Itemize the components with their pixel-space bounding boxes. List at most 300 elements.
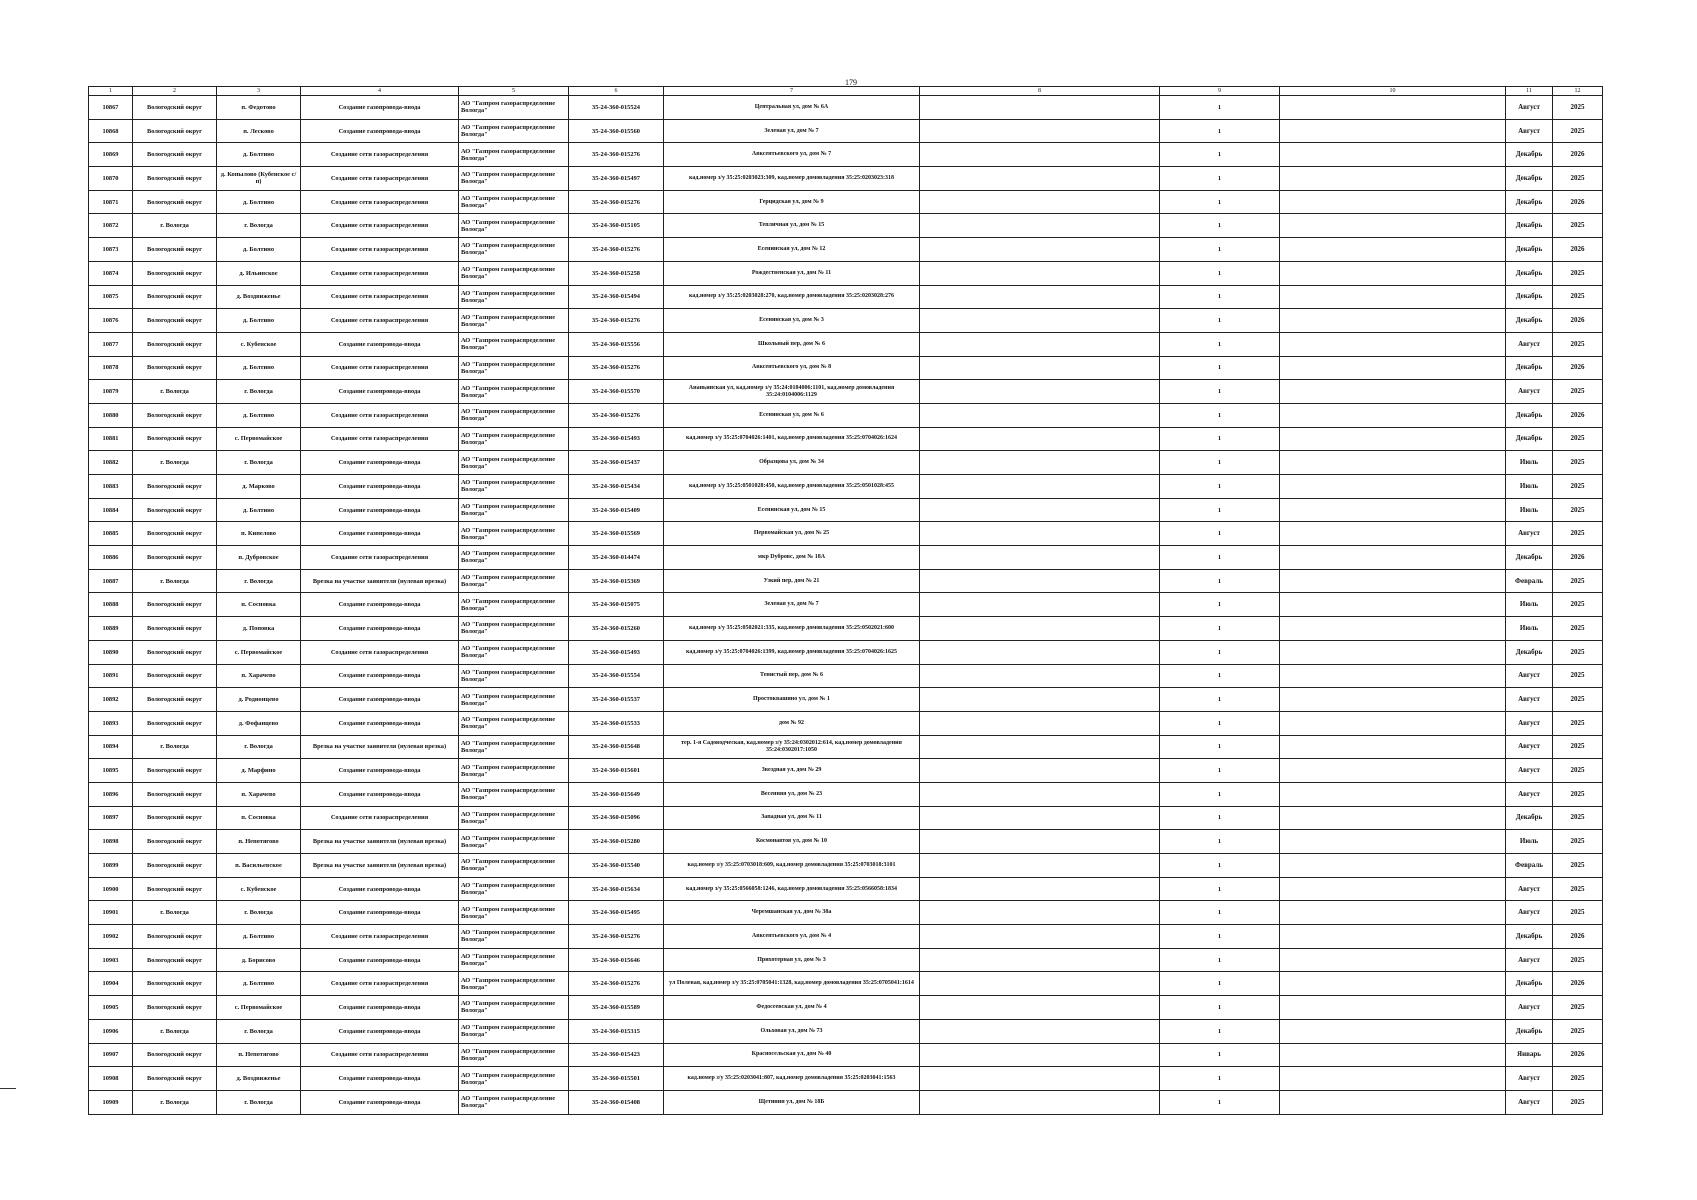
column-number: 6 — [569, 87, 664, 96]
quantity-cell: 1 — [1160, 522, 1280, 546]
district-cell: г. Вологда — [133, 735, 217, 759]
address-cell: Западная ул, дом № 11 — [664, 806, 920, 830]
locality-cell: д. Воздвиженье — [217, 285, 301, 309]
table-row — [89, 1067, 1603, 1091]
row-number: 10878 — [89, 356, 133, 380]
blank-cell — [1280, 972, 1506, 996]
quantity-cell: 1 — [1160, 830, 1280, 854]
table-row — [89, 285, 1603, 309]
object-code-cell: 35-24-360-015494 — [569, 285, 664, 309]
blank-cell — [920, 806, 1160, 830]
month-cell: Август — [1506, 688, 1553, 712]
blank-cell — [920, 688, 1160, 712]
blank-cell — [1280, 664, 1506, 688]
object-code-cell: 35-24-360-015646 — [569, 948, 664, 972]
quantity-cell: 1 — [1160, 688, 1280, 712]
row-number: 10888 — [89, 593, 133, 617]
organization-cell: АО "Газпром газораспределение Вологда" — [459, 877, 569, 901]
district-cell: Вологодский округ — [133, 475, 217, 499]
organization-cell: АО "Газпром газораспределение Вологда" — [459, 190, 569, 214]
year-cell: 2025 — [1553, 214, 1603, 238]
blank-cell — [1280, 403, 1506, 427]
column-number: 12 — [1553, 87, 1603, 96]
district-cell: Вологодский округ — [133, 617, 217, 641]
blank-cell — [920, 451, 1160, 475]
blank-cell — [1280, 877, 1506, 901]
work-type-cell: Создание газопровода-ввода — [301, 1019, 459, 1043]
row-number: 10869 — [89, 143, 133, 167]
district-cell: Вологодский округ — [133, 96, 217, 120]
object-code-cell: 35-24-360-015495 — [569, 901, 664, 925]
district-cell: Вологодский округ — [133, 972, 217, 996]
row-number: 10892 — [89, 688, 133, 712]
address-cell: Федосеевская ул, дом № 4 — [664, 996, 920, 1020]
month-cell: Июль — [1506, 617, 1553, 641]
object-code-cell: 35-24-360-015315 — [569, 1019, 664, 1043]
blank-cell — [920, 735, 1160, 759]
month-cell: Февраль — [1506, 854, 1553, 878]
work-type-cell: Создание сети газораспределения — [301, 190, 459, 214]
year-cell: 2025 — [1553, 261, 1603, 285]
month-cell: Декабрь — [1506, 806, 1553, 830]
locality-cell: п. Васильевское — [217, 854, 301, 878]
address-cell: Герцидская ул, дом № 9 — [664, 190, 920, 214]
year-cell: 2026 — [1553, 190, 1603, 214]
month-cell: Июль — [1506, 498, 1553, 522]
organization-cell: АО "Газпром газораспределение Вологда" — [459, 996, 569, 1020]
object-code-cell: 35-24-360-015260 — [569, 617, 664, 641]
object-code-cell: 35-24-360-015570 — [569, 380, 664, 404]
address-cell: тер. 1-я Садоводческая, кад.номер з/у 35:24:0302012:614, кад.номер домовладения 35:24:0302017:1050 — [664, 735, 920, 759]
row-number: 10902 — [89, 925, 133, 949]
work-type-cell: Создание сети газораспределения — [301, 427, 459, 451]
object-code-cell: 35-24-360-015649 — [569, 782, 664, 806]
organization-cell: АО "Газпром газораспределение Вологда" — [459, 214, 569, 238]
table-row — [89, 688, 1603, 712]
blank-cell — [1280, 1019, 1506, 1043]
table-row — [89, 238, 1603, 262]
blank-cell — [1280, 427, 1506, 451]
month-cell: Декабрь — [1506, 238, 1553, 262]
blank-cell — [920, 759, 1160, 783]
table-row — [89, 214, 1603, 238]
table-row — [89, 948, 1603, 972]
work-type-cell: Создание газопровода-ввода — [301, 96, 459, 120]
row-number: 10900 — [89, 877, 133, 901]
address-cell: ул Полевая, кад.номер з/у 35:25:0705041:1328, кад.номер домовладения 35:25:0705041:1614 — [664, 972, 920, 996]
organization-cell: АО "Газпром газораспределение Вологда" — [459, 854, 569, 878]
year-cell: 2025 — [1553, 854, 1603, 878]
year-cell: 2026 — [1553, 1043, 1603, 1067]
row-number: 10893 — [89, 711, 133, 735]
locality-cell: п. Федотово — [217, 96, 301, 120]
work-type-cell: Создание сети газораспределения — [301, 1043, 459, 1067]
quantity-cell: 1 — [1160, 854, 1280, 878]
blank-cell — [1280, 214, 1506, 238]
blank-cell — [1280, 522, 1506, 546]
month-cell: Декабрь — [1506, 640, 1553, 664]
month-cell: Декабрь — [1506, 356, 1553, 380]
quantity-cell: 1 — [1160, 877, 1280, 901]
district-cell: Вологодский округ — [133, 238, 217, 262]
address-cell: Зеленая ул, дом № 7 — [664, 119, 920, 143]
blank-cell — [920, 309, 1160, 333]
blank-cell — [920, 925, 1160, 949]
blank-cell — [1280, 759, 1506, 783]
object-code-cell: 35-24-360-015276 — [569, 972, 664, 996]
locality-cell: д. Ильинское — [217, 261, 301, 285]
row-number: 10873 — [89, 238, 133, 262]
object-code-cell: 35-24-360-015533 — [569, 711, 664, 735]
blank-cell — [1280, 261, 1506, 285]
work-type-cell: Создание газопровода-ввода — [301, 380, 459, 404]
quantity-cell: 1 — [1160, 1090, 1280, 1114]
month-cell: Декабрь — [1506, 427, 1553, 451]
organization-cell: АО "Газпром газораспределение Вологда" — [459, 427, 569, 451]
table-row — [89, 427, 1603, 451]
locality-cell: п. Лесково — [217, 119, 301, 143]
locality-cell: д. Копылово (Кубенское с/п) — [217, 167, 301, 191]
district-cell: г. Вологда — [133, 1090, 217, 1114]
year-cell: 2026 — [1553, 972, 1603, 996]
object-code-cell: 35-24-360-015276 — [569, 403, 664, 427]
quantity-cell: 1 — [1160, 475, 1280, 499]
organization-cell: АО "Газпром газораспределение Вологда" — [459, 546, 569, 570]
work-type-cell: Создание газопровода-ввода — [301, 664, 459, 688]
year-cell: 2025 — [1553, 522, 1603, 546]
blank-cell — [1280, 830, 1506, 854]
year-cell: 2025 — [1553, 664, 1603, 688]
blank-cell — [1280, 854, 1506, 878]
locality-cell: д. Болтино — [217, 309, 301, 333]
month-cell: Январь — [1506, 1043, 1553, 1067]
district-cell: г. Вологда — [133, 901, 217, 925]
column-number: 3 — [217, 87, 301, 96]
blank-cell — [920, 380, 1160, 404]
row-number: 10885 — [89, 522, 133, 546]
locality-cell: д. Марково — [217, 475, 301, 499]
row-number: 10903 — [89, 948, 133, 972]
locality-cell: г. Вологда — [217, 380, 301, 404]
table-row — [89, 617, 1603, 641]
object-code-cell: 35-24-360-015437 — [569, 451, 664, 475]
work-type-cell: Создание газопровода-ввода — [301, 901, 459, 925]
quantity-cell: 1 — [1160, 1019, 1280, 1043]
blank-cell — [1280, 948, 1506, 972]
table-row — [89, 261, 1603, 285]
row-number: 10874 — [89, 261, 133, 285]
address-cell: Простоквашино ул, дом № 1 — [664, 688, 920, 712]
locality-cell: д. Марфино — [217, 759, 301, 783]
object-code-cell: 35-24-360-015276 — [569, 309, 664, 333]
blank-cell — [1280, 569, 1506, 593]
row-number: 10875 — [89, 285, 133, 309]
work-type-cell: Создание газопровода-ввода — [301, 451, 459, 475]
address-cell: Красносельская ул, дом № 40 — [664, 1043, 920, 1067]
blank-cell — [920, 830, 1160, 854]
blank-cell — [1280, 806, 1506, 830]
column-number-row — [89, 87, 1603, 96]
table-row — [89, 830, 1603, 854]
object-code-cell: 35-24-360-015493 — [569, 427, 664, 451]
table-row — [89, 901, 1603, 925]
locality-cell: д. Болтино — [217, 143, 301, 167]
locality-cell: г. Вологда — [217, 214, 301, 238]
page-number: 179 — [845, 78, 857, 87]
organization-cell: АО "Газпром газораспределение Вологда" — [459, 711, 569, 735]
work-type-cell: Создание газопровода-ввода — [301, 948, 459, 972]
object-code-cell: 35-24-360-015634 — [569, 877, 664, 901]
row-number: 10877 — [89, 332, 133, 356]
locality-cell: п. Харачево — [217, 782, 301, 806]
month-cell: Декабрь — [1506, 546, 1553, 570]
blank-cell — [1280, 996, 1506, 1020]
blank-cell — [920, 546, 1160, 570]
month-cell: Август — [1506, 522, 1553, 546]
address-cell: Есенинская ул, дом № 12 — [664, 238, 920, 262]
district-cell: г. Вологда — [133, 569, 217, 593]
locality-cell: с. Кубенское — [217, 877, 301, 901]
blank-cell — [920, 877, 1160, 901]
object-code-cell: 35-24-360-015276 — [569, 356, 664, 380]
address-cell: Центральная ул, дом № 6А — [664, 96, 920, 120]
address-cell: Первомайская ул, дом № 25 — [664, 522, 920, 546]
organization-cell: АО "Газпром газораспределение Вологда" — [459, 332, 569, 356]
object-code-cell: 35-24-360-015369 — [569, 569, 664, 593]
month-cell: Август — [1506, 96, 1553, 120]
district-cell: Вологодский округ — [133, 806, 217, 830]
margin-mark — [0, 1088, 16, 1089]
year-cell: 2025 — [1553, 901, 1603, 925]
locality-cell: д. Воздвиженье — [217, 1067, 301, 1091]
object-code-cell: 35-24-360-015423 — [569, 1043, 664, 1067]
district-cell: Вологодский округ — [133, 498, 217, 522]
work-type-cell: Врезка на участке заявителя (нулевая врезка) — [301, 569, 459, 593]
row-number: 10876 — [89, 309, 133, 333]
object-code-cell: 35-24-360-015648 — [569, 735, 664, 759]
blank-cell — [1280, 190, 1506, 214]
district-cell: Вологодский округ — [133, 190, 217, 214]
object-code-cell: 35-24-360-015569 — [569, 522, 664, 546]
table-row — [89, 1019, 1603, 1043]
address-cell: кад.номер з/у 35:25:0501028:450, кад.номер домовладения 35:25:0501028:455 — [664, 475, 920, 499]
work-type-cell: Создание газопровода-ввода — [301, 119, 459, 143]
locality-cell: с. Первомайское — [217, 427, 301, 451]
blank-cell — [920, 261, 1160, 285]
blank-cell — [920, 854, 1160, 878]
blank-cell — [1280, 167, 1506, 191]
locality-cell: г. Вологда — [217, 1090, 301, 1114]
organization-cell: АО "Газпром газораспределение Вологда" — [459, 285, 569, 309]
column-number: 7 — [664, 87, 920, 96]
blank-cell — [920, 356, 1160, 380]
table-row — [89, 996, 1603, 1020]
table-row — [89, 522, 1603, 546]
table-row — [89, 782, 1603, 806]
object-code-cell: 35-24-360-015276 — [569, 143, 664, 167]
quantity-cell: 1 — [1160, 972, 1280, 996]
address-cell: Звездная ул, дом № 29 — [664, 759, 920, 783]
address-cell: кад.номер з/у 35:25:0704026:1401, кад.номер домовладения 35:25:0704026:1624 — [664, 427, 920, 451]
organization-cell: АО "Газпром газораспределение Вологда" — [459, 1019, 569, 1043]
quantity-cell: 1 — [1160, 261, 1280, 285]
organization-cell: АО "Газпром газораспределение Вологда" — [459, 782, 569, 806]
district-cell: Вологодский округ — [133, 285, 217, 309]
month-cell: Август — [1506, 735, 1553, 759]
year-cell: 2025 — [1553, 475, 1603, 499]
locality-cell: г. Вологда — [217, 569, 301, 593]
address-cell: Авксентьевского ул, дом № 4 — [664, 925, 920, 949]
year-cell: 2026 — [1553, 356, 1603, 380]
year-cell: 2025 — [1553, 617, 1603, 641]
organization-cell: АО "Газпром газораспределение Вологда" — [459, 901, 569, 925]
row-number: 10909 — [89, 1090, 133, 1114]
blank-cell — [1280, 782, 1506, 806]
blank-cell — [920, 640, 1160, 664]
row-number: 10886 — [89, 546, 133, 570]
blank-cell — [1280, 1067, 1506, 1091]
table-row — [89, 498, 1603, 522]
column-number: 5 — [459, 87, 569, 96]
year-cell: 2025 — [1553, 427, 1603, 451]
table-row — [89, 190, 1603, 214]
quantity-cell: 1 — [1160, 214, 1280, 238]
work-type-cell: Врезка на участке заявителя (нулевая врезка) — [301, 735, 459, 759]
blank-cell — [1280, 332, 1506, 356]
object-code-cell: 35-24-360-014474 — [569, 546, 664, 570]
blank-cell — [920, 1019, 1160, 1043]
table-row — [89, 1043, 1603, 1067]
work-type-cell: Создание сети газораспределения — [301, 806, 459, 830]
work-type-cell: Создание газопровода-ввода — [301, 711, 459, 735]
table-row — [89, 972, 1603, 996]
address-cell: Ольховая ул, дом № 73 — [664, 1019, 920, 1043]
blank-cell — [920, 190, 1160, 214]
address-cell: Авксентьевского ул, дом № 8 — [664, 356, 920, 380]
organization-cell: АО "Газпром газораспределение Вологда" — [459, 617, 569, 641]
address-cell: мкр Dубровс, дом № 18А — [664, 546, 920, 570]
blank-cell — [920, 972, 1160, 996]
year-cell: 2025 — [1553, 782, 1603, 806]
address-cell: Тенистый пер, дом № 6 — [664, 664, 920, 688]
organization-cell: АО "Газпром газораспределение Вологда" — [459, 569, 569, 593]
year-cell: 2025 — [1553, 1019, 1603, 1043]
district-cell: Вологодский округ — [133, 356, 217, 380]
quantity-cell: 1 — [1160, 451, 1280, 475]
table-row — [89, 380, 1603, 404]
row-number: 10883 — [89, 475, 133, 499]
district-cell: Вологодский округ — [133, 782, 217, 806]
blank-cell — [1280, 498, 1506, 522]
district-cell: Вологодский округ — [133, 309, 217, 333]
work-type-cell: Создание газопровода-ввода — [301, 759, 459, 783]
district-cell: Вологодский округ — [133, 167, 217, 191]
blank-cell — [920, 167, 1160, 191]
address-cell: Щетинин ул, дом № 18Б — [664, 1090, 920, 1114]
blank-cell — [1280, 238, 1506, 262]
address-cell: кад.номер з/у 35:25:0203023:309, кад.номер домовладения 35:25:0203023:318 — [664, 167, 920, 191]
blank-cell — [1280, 735, 1506, 759]
blank-cell — [920, 522, 1160, 546]
object-code-cell: 35-24-360-015105 — [569, 214, 664, 238]
blank-cell — [920, 617, 1160, 641]
month-cell: Июль — [1506, 830, 1553, 854]
month-cell: Декабрь — [1506, 214, 1553, 238]
object-code-cell: 35-24-360-015276 — [569, 925, 664, 949]
row-number: 10884 — [89, 498, 133, 522]
address-cell: Черемшанская ул, дом № 38а — [664, 901, 920, 925]
table-row — [89, 475, 1603, 499]
district-cell: Вологодский округ — [133, 1067, 217, 1091]
month-cell: Август — [1506, 901, 1553, 925]
quantity-cell: 1 — [1160, 427, 1280, 451]
blank-cell — [920, 901, 1160, 925]
locality-cell: с. Первомайское — [217, 640, 301, 664]
object-code-cell: 35-24-360-015280 — [569, 830, 664, 854]
month-cell: Декабрь — [1506, 403, 1553, 427]
quantity-cell: 1 — [1160, 238, 1280, 262]
district-cell: г. Вологда — [133, 380, 217, 404]
year-cell: 2025 — [1553, 996, 1603, 1020]
locality-cell: д. Родионцево — [217, 688, 301, 712]
work-type-cell: Создание сети газораспределения — [301, 972, 459, 996]
month-cell: Декабрь — [1506, 1019, 1553, 1043]
address-cell: Рождественская ул, дом № 11 — [664, 261, 920, 285]
row-number: 10908 — [89, 1067, 133, 1091]
organization-cell: АО "Газпром газораспределение Вологда" — [459, 238, 569, 262]
object-code-cell: 35-24-360-015409 — [569, 498, 664, 522]
address-cell: Зеленая ул, дом № 7 — [664, 593, 920, 617]
month-cell: Декабрь — [1506, 925, 1553, 949]
address-cell: Есенинская ул, дом № 15 — [664, 498, 920, 522]
locality-cell: д. Борисово — [217, 948, 301, 972]
work-type-cell: Создание сети газораспределения — [301, 238, 459, 262]
month-cell: Август — [1506, 332, 1553, 356]
year-cell: 2025 — [1553, 877, 1603, 901]
blank-cell — [920, 119, 1160, 143]
blank-cell — [920, 285, 1160, 309]
month-cell: Август — [1506, 1090, 1553, 1114]
organization-cell: АО "Газпром газораспределение Вологда" — [459, 475, 569, 499]
row-number: 10872 — [89, 214, 133, 238]
year-cell: 2025 — [1553, 1090, 1603, 1114]
address-cell: кад.номер з/у 35:25:0703018:609, кад.номер домовладения 35:25:0703018:3101 — [664, 854, 920, 878]
district-cell: г. Вологда — [133, 451, 217, 475]
district-cell: Вологодский округ — [133, 119, 217, 143]
address-cell: кад.номер з/у 35:25:0203041:807, кад.номер домовладения 35:25:0203041:1563 — [664, 1067, 920, 1091]
table-row — [89, 806, 1603, 830]
organization-cell: АО "Газпром газораспределение Вологда" — [459, 167, 569, 191]
row-number: 10881 — [89, 427, 133, 451]
organization-cell: АО "Газпром газораспределение Вологда" — [459, 948, 569, 972]
table-row — [89, 711, 1603, 735]
district-cell: Вологодский округ — [133, 925, 217, 949]
month-cell: Декабрь — [1506, 143, 1553, 167]
month-cell: Декабрь — [1506, 261, 1553, 285]
table-row — [89, 309, 1603, 333]
district-cell: Вологодский округ — [133, 877, 217, 901]
blank-cell — [1280, 901, 1506, 925]
organization-cell: АО "Газпром газораспределение Вологда" — [459, 451, 569, 475]
year-cell: 2025 — [1553, 1067, 1603, 1091]
locality-cell: д. Болтино — [217, 403, 301, 427]
district-cell: Вологодский округ — [133, 664, 217, 688]
district-cell: г. Вологда — [133, 214, 217, 238]
address-cell: Прихотерная ул, дом № 3 — [664, 948, 920, 972]
quantity-cell: 1 — [1160, 901, 1280, 925]
organization-cell: АО "Газпром газораспределение Вологда" — [459, 640, 569, 664]
blank-cell — [1280, 1090, 1506, 1114]
